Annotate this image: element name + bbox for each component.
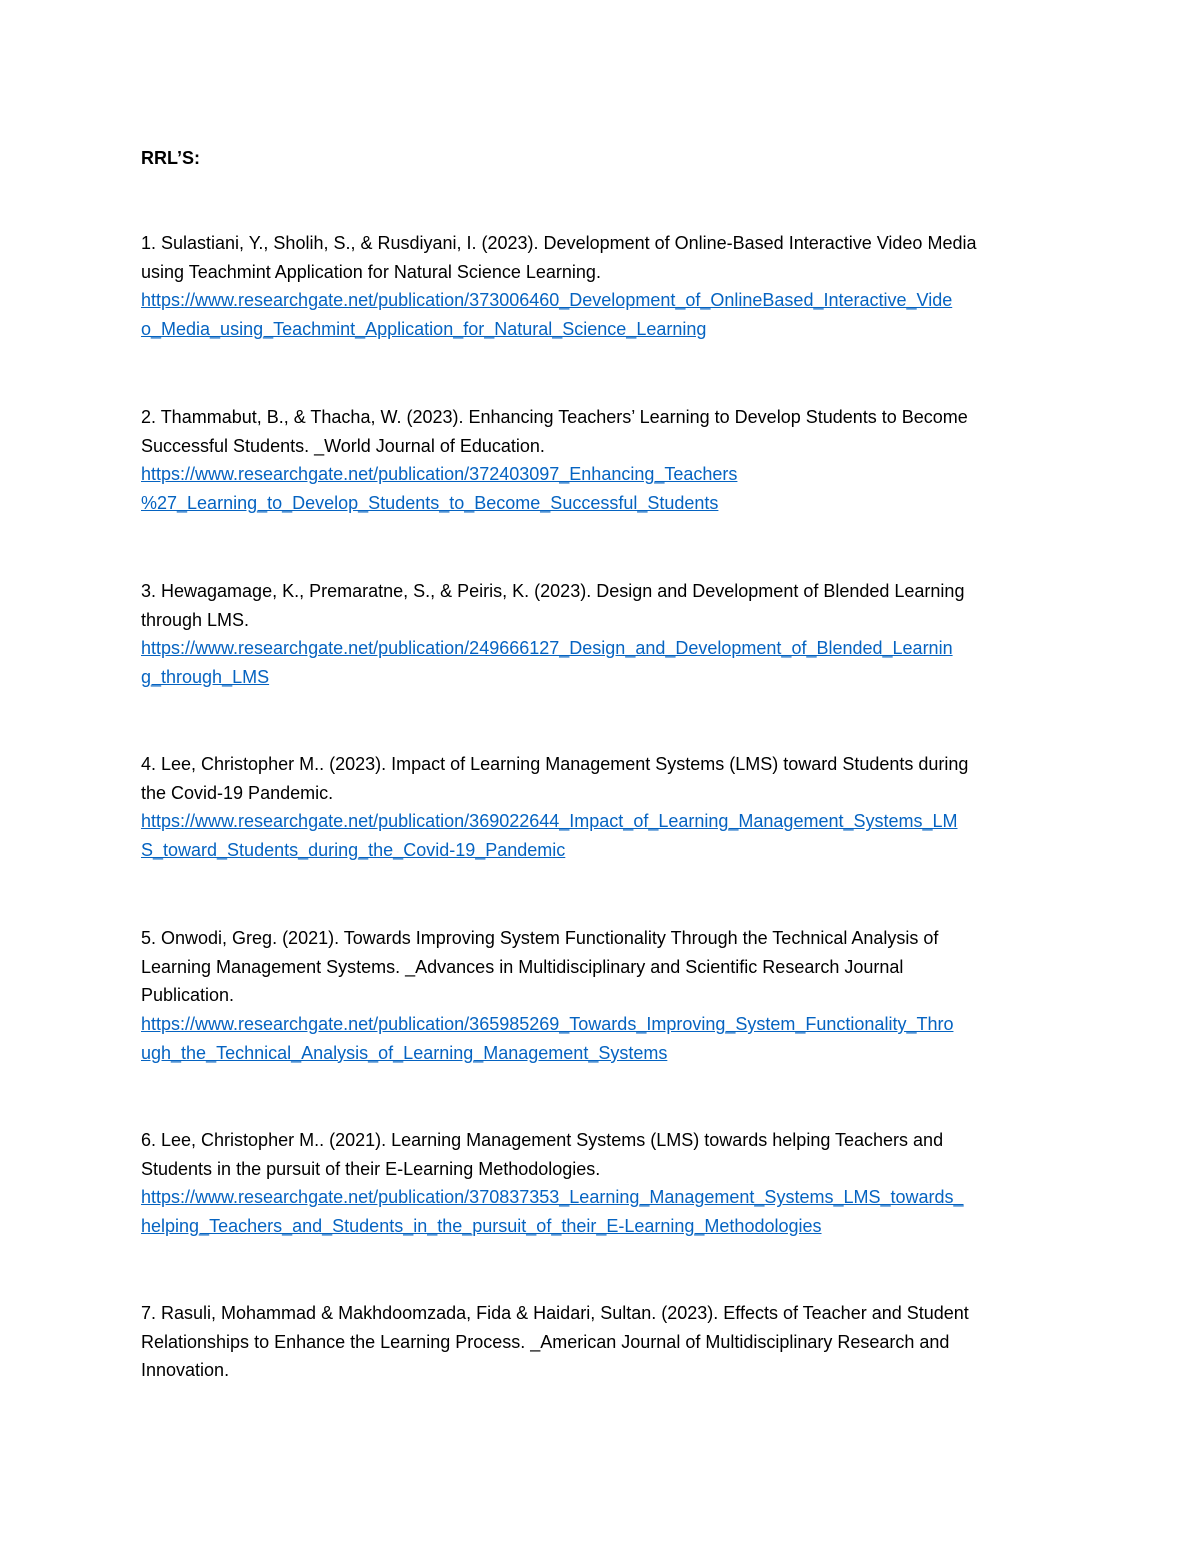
reference-link-line: helping_Teachers_and_Students_in_the_pursuit_of_their_E-Learning_Methodologies <box>141 1216 822 1237</box>
reference-link-4[interactable] <box>141 807 1066 864</box>
reference-item-4 <box>141 750 1066 865</box>
reference-link-line: https://www.researchgate.net/publication/249666127_Design_and_Development_of_Blended_Learnin <box>141 638 953 659</box>
reference-link-line: https://www.researchgate.net/publication/365985269_Towards_Improving_System_Functionality_Thro <box>141 1014 954 1035</box>
page-heading: RRL’S: <box>141 148 201 168</box>
reference-item-6 <box>141 1126 1066 1241</box>
reference-text-line: Successful Students. _World Journal of Education. <box>141 435 545 456</box>
reference-link-line: ugh_the_Technical_Analysis_of_Learning_Management_Systems <box>141 1042 668 1063</box>
reference-text-line: 1. Sulastiani, Y., Sholih, S., & Rusdiyani, I. (2023). Development of Online-Based Interactive Video Media <box>141 233 977 253</box>
reference-text-line: 6. Lee, Christopher M.. (2021). Learning Management Systems (LMS) towards helping Teachers and <box>141 1130 944 1150</box>
reference-text-line: Students in the pursuit of their E-Learning Methodologies. <box>141 1158 601 1179</box>
reference-text-line: 7. Rasuli, Mohammad & Makhdoomzada, Fida & Haidari, Sultan. (2023). Effects of Teacher and Student <box>141 1303 969 1323</box>
reference-link-3[interactable] <box>141 634 1066 691</box>
reference-text-line: the Covid-19 Pandemic. <box>141 782 334 803</box>
reference-text-line: 5. Onwodi, Greg. (2021). Towards Improving System Functionality Through the Technical Analysis of <box>141 928 939 948</box>
reference-link-line: https://www.researchgate.net/publication/369022644_Impact_of_Learning_Management_Systems_LM <box>141 811 958 832</box>
reference-item-2 <box>141 403 1066 518</box>
reference-link-6[interactable] <box>141 1183 1066 1240</box>
reference-text-line: Relationships to Enhance the Learning Process. _American Journal of Multidisciplinary Research and <box>141 1331 950 1352</box>
reference-item-3 <box>141 577 1066 692</box>
reference-link-5[interactable] <box>141 1010 1066 1067</box>
reference-text-line: Publication. <box>141 985 235 1006</box>
reference-link-2[interactable] <box>141 460 1066 517</box>
reference-link-line: https://www.researchgate.net/publication/370837353_Learning_Management_Systems_LMS_towards_ <box>141 1187 964 1208</box>
reference-item-1 <box>141 229 1066 344</box>
reference-text-line: Innovation. <box>141 1360 230 1381</box>
reference-item-5 <box>141 924 1066 1068</box>
reference-link-line: https://www.researchgate.net/publication/372403097_Enhancing_Teachers <box>141 464 738 485</box>
reference-text-line: 4. Lee, Christopher M.. (2023). Impact of Learning Management Systems (LMS) toward Students during <box>141 754 969 774</box>
reference-link-line: o_Media_using_Teachmint_Application_for_Natural_Science_Learning <box>141 319 707 340</box>
reference-text-line: through LMS. <box>141 609 250 630</box>
reference-link-1[interactable] <box>141 286 1066 343</box>
reference-link-line: g_through_LMS <box>141 667 270 688</box>
reference-text-line: Learning Management Systems. _Advances in Multidisciplinary and Scientific Research Journal <box>141 956 904 977</box>
reference-link-line: %27_Learning_to_Develop_Students_to_Become_Successful_Students <box>141 493 719 514</box>
reference-text-line: using Teachmint Application for Natural Science Learning. <box>141 261 601 282</box>
reference-item-7 <box>141 1299 1066 1385</box>
reference-text-line: 2. Thammabut, B., & Thacha, W. (2023). Enhancing Teachers’ Learning to Develop Students to Become <box>141 407 968 427</box>
reference-link-line: https://www.researchgate.net/publication/373006460_Development_of_OnlineBased_Interactive_Vide <box>141 290 953 311</box>
reference-link-line: S_toward_Students_during_the_Covid-19_Pandemic <box>141 840 566 861</box>
reference-text-line: 3. Hewagamage, K., Premaratne, S., & Peiris, K. (2023). Design and Development of Blended Learning <box>141 581 965 601</box>
